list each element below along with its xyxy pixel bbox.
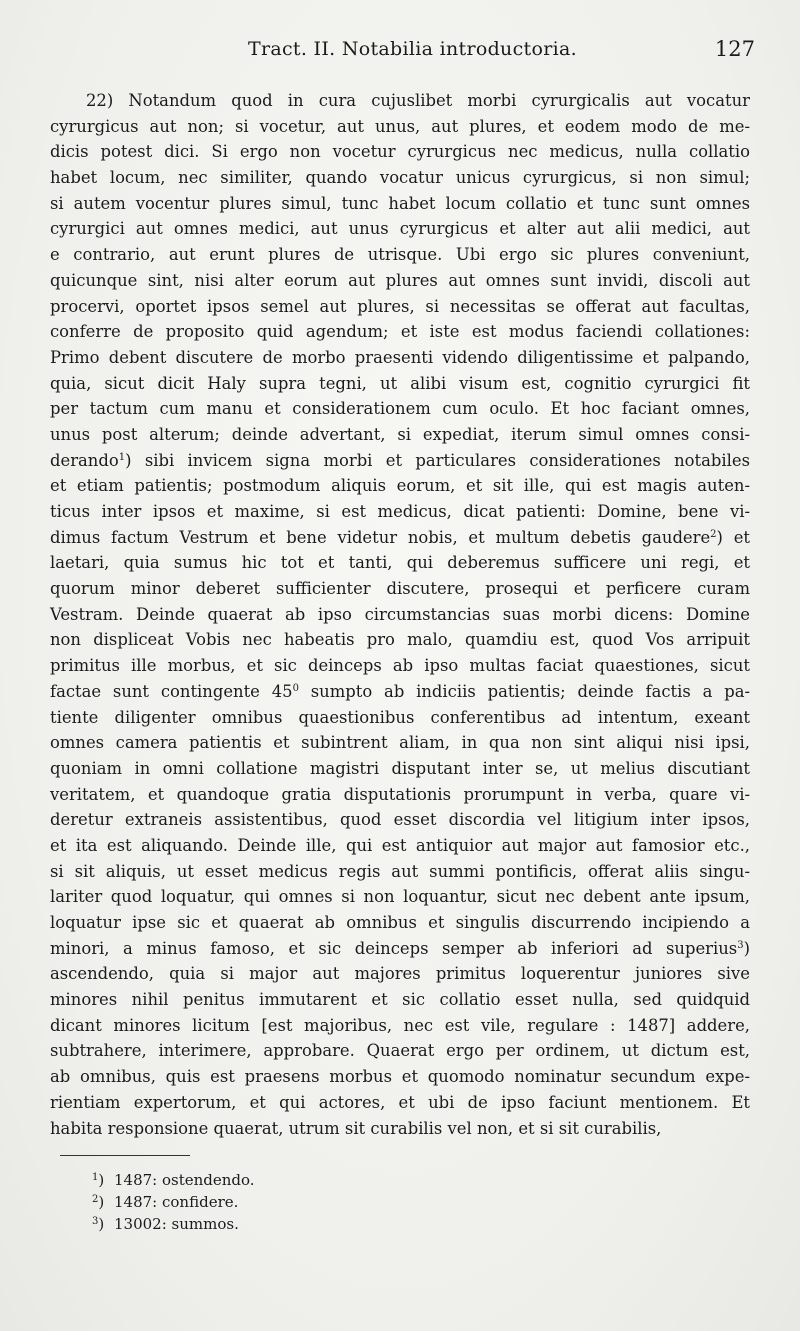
body-line: habita responsione quaerat, utrum sit curabilis vel non, et si sit curabilis, [50, 1118, 662, 1138]
body-line: conferre de proposito quid agendum; et iste est modus faciendi collationes: [50, 322, 750, 342]
body-line: et etiam patientis; postmodum aliquis eorum, et sit ille, qui est magis auten- [50, 476, 750, 496]
body-line: rientiam expertorum, et qui actores, et ubi de ipso faciunt mentionem. Et [50, 1092, 750, 1112]
body-line: habet locum, nec similiter, quando vocatur unicus cyrurgicus, si non simul; [50, 168, 750, 188]
footnote-reference: 3 [737, 939, 744, 951]
body-line: procervi, oportet ipsos semel aut plures, si necessitas se offerat aut facultas, [50, 296, 750, 316]
footnote-divider [60, 1155, 190, 1156]
body-line: derando$^1$) sibi invicem signa morbi et particulares considerationes notabiles [50, 450, 750, 470]
body-line: non displiceat Vobis nec habeatis pro malo, quamdiu est, quod Vos arripuit [50, 630, 750, 650]
body-line: minores nihil penitus immutarent et sic collatio esset nulla, sed quidquid [50, 990, 750, 1010]
body-line: dicis potest dici. Si ergo non vocetur cyrurgicus nec medicus, nulla collatio [50, 142, 750, 162]
footnotes [92, 1169, 592, 1235]
body-line: dimus factum Vestrum et bene videtur nobis, et multum debetis gaudere$^2$) et [50, 527, 750, 547]
footnote-mark: $^3$) [92, 1215, 105, 1233]
body-line: subtrahere, interimere, approbare. Quaerat ergo per ordinem, ut dictum est, [50, 1041, 750, 1061]
body-line: omnes camera patientis et subintrent aliam, in qua non sint aliqui nisi ipsi, [50, 733, 750, 753]
body-line: et ita est aliquando. Deinde ille, qui est antiquior aut major aut famosior etc., [50, 835, 750, 855]
footnote [92, 1169, 592, 1191]
body-line: quorum minor deberet sufficienter discutere, prosequi et perficere curam [50, 579, 750, 599]
body-line: quoniam in omni collatione magistri disputant inter se, ut melius discutiant [50, 758, 750, 778]
body-line: e contrario, aut erunt plures de utrisque. Ubi ergo sic plures conveniunt, [50, 245, 750, 265]
footnote [92, 1191, 592, 1213]
footnote [92, 1213, 592, 1235]
body-line: tiente diligenter omnibus quaestionibus conferentibus ad intentum, exeant [50, 707, 750, 727]
body-line: dicant minores licitum [est majoribus, nec est vile, regulare : 1487] addere, [50, 1015, 750, 1035]
body-line: si autem vocentur plures simul, tunc habet locum collatio et tunc sunt omnes [50, 193, 750, 213]
body-line: deretur extraneis assistentibus, quod esset discordia vel litigium inter ipsos, [50, 810, 750, 830]
footnote-text: 1487: ostendendo. [114, 1171, 255, 1189]
body-text [50, 88, 750, 1141]
footnote-reference: 2 [710, 528, 717, 540]
body-line: ascendendo, quia si major aut majores primitus loquerentur juniores sive [50, 964, 750, 984]
body-line: primitus ille morbus, et sic deinceps ab ipso multas faciat quaestiones, sicut [50, 656, 750, 676]
body-line: si sit aliquis, ut esset medicus regis aut summi pontificis, offerat aliis singu- [50, 861, 750, 881]
body-line: lariter quod loquatur, qui omnes si non loquantur, sicut nec debent ante ipsum, [50, 887, 750, 907]
running-title: Tract. II. Notabilia introductoria. [248, 38, 577, 60]
footnote-reference: 0 [292, 682, 299, 694]
body-line: per tactum cum manu et considerationem cum oculo. Et hoc faciant omnes, [50, 399, 750, 419]
body-line: loquatur ipse sic et quaerat ab omnibus et singulis discurrendo incipiendo a [50, 913, 750, 932]
body-line: quicunque sint, nisi alter eorum aut plures aut omnes sunt invidi, discoli aut [50, 270, 750, 290]
footnote-mark: $^2$) [92, 1193, 105, 1211]
body-line: 22) Notandum quod in cura cujuslibet morbi cyrurgicalis aut vocatur [86, 91, 750, 110]
page-number: 127 [714, 37, 755, 61]
body-line: cyrurgicus aut non; si vocetur, aut unus, aut plures, et eodem modo de me- [50, 116, 750, 136]
body-line: laetari, quia sumus hic tot et tanti, qui deberemus sufficere uni regi, et [50, 553, 750, 573]
body-line: quia, sicut dicit Haly supra tegni, ut alibi visum est, cognitio cyrurgici fit [50, 373, 750, 393]
footnote-mark: $^1$) [92, 1171, 105, 1189]
body-line: minori, a minus famoso, et sic deinceps semper ab inferiori ad superius$^3$) [50, 938, 750, 958]
body-line: unus post alterum; deinde advertant, si expediat, iterum simul omnes consi- [50, 424, 750, 444]
body-line: ticus inter ipsos et maxime, si est medicus, dicat patienti: Domine, bene vi- [50, 502, 750, 521]
footnote-text: 1487: confidere. [114, 1193, 239, 1211]
body-line: ab omnibus, quis est praesens morbus et quomodo nominatur secundum expe- [50, 1067, 750, 1087]
body-line: factae sunt contingente $45^0$ sumpto ab indiciis patientis; deinde factis a pa- [50, 681, 751, 701]
body-line: Vestram. Deinde quaerat ab ipso circumstancias suas morbi dicens: Domine [50, 604, 750, 624]
page-header [60, 38, 755, 70]
body-line: cyrurgici aut omnes medici, aut unus cyrurgicus et alter aut alii medici, aut [50, 219, 750, 239]
body-line: Primo debent discutere de morbo praesenti videndo diligentissime et palpando, [50, 347, 750, 367]
footnote-text: 13002: summos. [114, 1215, 239, 1233]
body-line: veritatem, et quandoque gratia disputationis prorumpunt in verba, quare vi- [50, 784, 750, 804]
footnote-reference: 1 [118, 451, 126, 463]
